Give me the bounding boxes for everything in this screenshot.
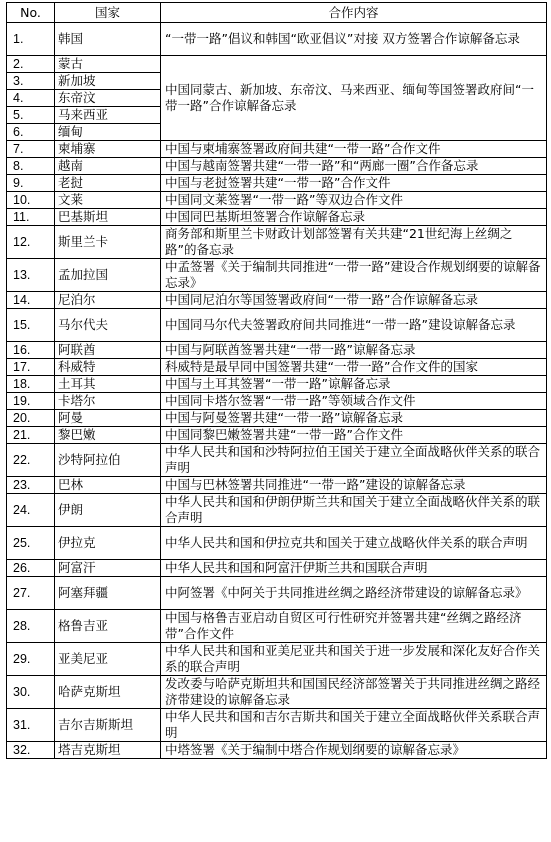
row-no: 6. bbox=[7, 124, 55, 141]
row-content: 中国同卡塔尔签署“一带一路”等领域合作文件 bbox=[161, 393, 547, 410]
row-country: 格鲁吉亚 bbox=[55, 610, 161, 643]
row-no: 19. bbox=[7, 393, 55, 410]
row-no: 9. bbox=[7, 175, 55, 192]
row-content: 中国同巴基斯坦签署合作谅解备忘录 bbox=[161, 209, 547, 226]
header-country: 国家 bbox=[55, 3, 161, 23]
row-content: 中华人民共和国和吉尔吉斯共和国关于建立全面战略伙伴关系联合声明 bbox=[161, 709, 547, 742]
row-content: 中国同文莱签署“一带一路”等双边合作文件 bbox=[161, 192, 547, 209]
row-country: 沙特阿拉伯 bbox=[55, 444, 161, 477]
row-country: 吉尔吉斯斯坦 bbox=[55, 709, 161, 742]
table-row bbox=[7, 410, 547, 427]
row-content: 中华人民共和国和伊朗伊斯兰共和国关于建立全面战略伙伴关系的联合声明 bbox=[161, 494, 547, 527]
table-row bbox=[7, 527, 547, 560]
header-content: 合作内容 bbox=[161, 3, 547, 23]
row-content: 中华人民共和国和伊拉克共和国关于建立战略伙伴关系的联合声明 bbox=[161, 527, 547, 560]
row-country: 伊拉克 bbox=[55, 527, 161, 560]
row-content: 中国与老挝签署共建“一带一路”合作文件 bbox=[161, 175, 547, 192]
row-country: 柬埔寨 bbox=[55, 141, 161, 158]
row-no: 14. bbox=[7, 292, 55, 309]
row-content: 中华人民共和国和沙特阿拉伯王国关于建立全面战略伙伴关系的联合声明 bbox=[161, 444, 547, 477]
row-country: 卡塔尔 bbox=[55, 393, 161, 410]
row-no: 12. bbox=[7, 226, 55, 259]
table-row bbox=[7, 577, 547, 610]
table-row bbox=[7, 709, 547, 742]
table-row bbox=[7, 342, 547, 359]
row-no: 29. bbox=[7, 643, 55, 676]
row-country: 斯里兰卡 bbox=[55, 226, 161, 259]
row-no: 3. bbox=[7, 73, 55, 90]
row-no: 30. bbox=[7, 676, 55, 709]
table-row bbox=[7, 141, 547, 158]
table-row bbox=[7, 393, 547, 410]
table-row bbox=[7, 292, 547, 309]
row-country: 伊朗 bbox=[55, 494, 161, 527]
row-country: 巴林 bbox=[55, 477, 161, 494]
row-content: “一带一路”倡议和韩国“欧亚倡议”对接 双方签署合作谅解备忘录 bbox=[161, 23, 547, 56]
row-content-merged: 中国同蒙古、新加坡、东帝汶、马来西亚、缅甸等国签署政府间“一带一路”合作谅解备忘录 bbox=[161, 56, 547, 141]
row-country: 东帝汶 bbox=[55, 90, 161, 107]
row-content: 中国与阿联酋签署共建“一带一路”谅解备忘录 bbox=[161, 342, 547, 359]
row-country: 阿富汗 bbox=[55, 560, 161, 577]
row-no: 11. bbox=[7, 209, 55, 226]
row-content: 中阿签署《中阿关于共同推进丝绸之路经济带建设的谅解备忘录》 bbox=[161, 577, 547, 610]
row-no: 24. bbox=[7, 494, 55, 527]
row-no: 5. bbox=[7, 107, 55, 124]
row-no: 4. bbox=[7, 90, 55, 107]
table-row bbox=[7, 610, 547, 643]
row-country: 老挝 bbox=[55, 175, 161, 192]
row-country: 科威特 bbox=[55, 359, 161, 376]
row-content: 中国与阿曼签署共建“一带一路”谅解备忘录 bbox=[161, 410, 547, 427]
row-country: 土耳其 bbox=[55, 376, 161, 393]
table-header-row bbox=[7, 3, 547, 23]
table-row bbox=[7, 359, 547, 376]
row-no: 27. bbox=[7, 577, 55, 610]
table-row bbox=[7, 494, 547, 527]
row-no: 16. bbox=[7, 342, 55, 359]
row-no: 17. bbox=[7, 359, 55, 376]
row-content: 中华人民共和国和阿富汗伊斯兰共和国联合声明 bbox=[161, 560, 547, 577]
table-row bbox=[7, 643, 547, 676]
row-content: 中塔签署《关于编制中塔合作规划纲要的谅解备忘录》 bbox=[161, 742, 547, 759]
row-content: 中国同马尔代夫签署政府间共同推进“一带一路”建设谅解备忘录 bbox=[161, 309, 547, 342]
row-content: 中国与柬埔寨签署政府间共建“一带一路”合作文件 bbox=[161, 141, 547, 158]
cooperation-table bbox=[6, 2, 547, 759]
table-row bbox=[7, 444, 547, 477]
row-country: 孟加拉国 bbox=[55, 259, 161, 292]
row-country: 缅甸 bbox=[55, 124, 161, 141]
row-content: 中国与格鲁吉亚启动自贸区可行性研究并签署共建“丝绸之路经济带”合作文件 bbox=[161, 610, 547, 643]
row-country: 新加坡 bbox=[55, 73, 161, 90]
row-country: 尼泊尔 bbox=[55, 292, 161, 309]
row-country: 马尔代夫 bbox=[55, 309, 161, 342]
table-row bbox=[7, 23, 547, 56]
table-row bbox=[7, 427, 547, 444]
row-content: 科威特是最早同中国签署共建“一带一路”合作文件的国家 bbox=[161, 359, 547, 376]
row-content: 商务部和斯里兰卡财政计划部签署有关共建“21世纪海上丝绸之路”的备忘录 bbox=[161, 226, 547, 259]
row-country: 阿曼 bbox=[55, 410, 161, 427]
row-no: 13. bbox=[7, 259, 55, 292]
table-row bbox=[7, 376, 547, 393]
row-no: 28. bbox=[7, 610, 55, 643]
table-row bbox=[7, 676, 547, 709]
table-row bbox=[7, 259, 547, 292]
table-row bbox=[7, 742, 547, 759]
row-country: 黎巴嫩 bbox=[55, 427, 161, 444]
row-no: 31. bbox=[7, 709, 55, 742]
header-no: No. bbox=[7, 3, 55, 23]
row-country: 韩国 bbox=[55, 23, 161, 56]
row-country: 哈萨克斯坦 bbox=[55, 676, 161, 709]
row-content: 中国与越南签署共建“一带一路”和“两廊一圈”合作备忘录 bbox=[161, 158, 547, 175]
table-row bbox=[7, 175, 547, 192]
row-no: 18. bbox=[7, 376, 55, 393]
row-content: 中国同尼泊尔等国签署政府间“一带一路”合作谅解备忘录 bbox=[161, 292, 547, 309]
row-country: 马来西亚 bbox=[55, 107, 161, 124]
row-no: 25. bbox=[7, 527, 55, 560]
row-content: 中国与土耳其签署“一带一路”谅解备忘录 bbox=[161, 376, 547, 393]
row-no: 1. bbox=[7, 23, 55, 56]
row-country: 越南 bbox=[55, 158, 161, 175]
row-country: 阿联酋 bbox=[55, 342, 161, 359]
row-country: 阿塞拜疆 bbox=[55, 577, 161, 610]
row-no: 26. bbox=[7, 560, 55, 577]
row-content: 中国同黎巴嫩签署共建“一带一路”合作文件 bbox=[161, 427, 547, 444]
row-no: 15. bbox=[7, 309, 55, 342]
row-content: 中华人民共和国和亚美尼亚共和国关于进一步发展和深化友好合作关系的联合声明 bbox=[161, 643, 547, 676]
row-no: 2. bbox=[7, 56, 55, 73]
row-content: 中孟签署《关于编制共同推进“一带一路”建设合作规划纲要的谅解备忘录》 bbox=[161, 259, 547, 292]
table-row bbox=[7, 226, 547, 259]
row-no: 23. bbox=[7, 477, 55, 494]
row-country: 蒙古 bbox=[55, 56, 161, 73]
table-row bbox=[7, 309, 547, 342]
row-content: 中国与巴林签署共同推进“一带一路”建设的谅解备忘录 bbox=[161, 477, 547, 494]
table-row bbox=[7, 560, 547, 577]
row-no: 20. bbox=[7, 410, 55, 427]
table-row bbox=[7, 209, 547, 226]
table-row bbox=[7, 477, 547, 494]
row-no: 10. bbox=[7, 192, 55, 209]
table-row bbox=[7, 158, 547, 175]
row-country: 亚美尼亚 bbox=[55, 643, 161, 676]
row-no: 32. bbox=[7, 742, 55, 759]
row-no: 22. bbox=[7, 444, 55, 477]
row-content: 发改委与哈萨克斯坦共和国国民经济部签署关于共同推进丝绸之路经济带建设的谅解备忘录 bbox=[161, 676, 547, 709]
table-row bbox=[7, 56, 547, 73]
row-country: 文莱 bbox=[55, 192, 161, 209]
row-no: 7. bbox=[7, 141, 55, 158]
row-no: 8. bbox=[7, 158, 55, 175]
row-country: 巴基斯坦 bbox=[55, 209, 161, 226]
table-row bbox=[7, 192, 547, 209]
row-no: 21. bbox=[7, 427, 55, 444]
row-country: 塔吉克斯坦 bbox=[55, 742, 161, 759]
